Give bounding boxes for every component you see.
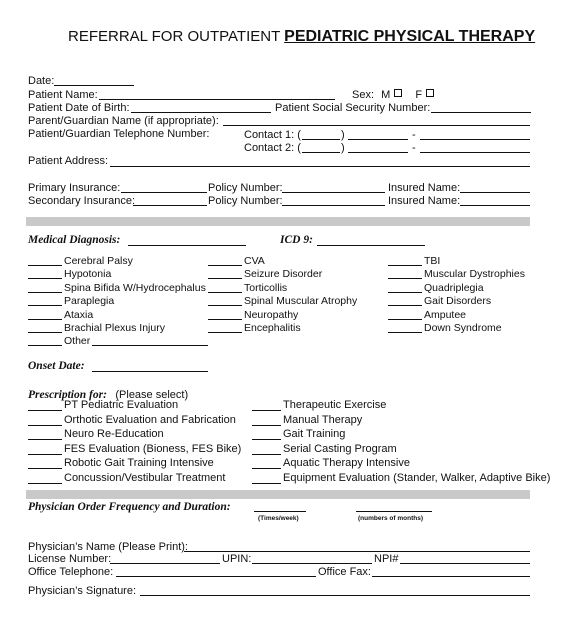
onset-date-label <box>28 360 85 372</box>
diagnosis-option: Other <box>64 335 91 348</box>
prescription-option: Neuro Re-Education <box>64 428 164 441</box>
secondary-insured-field[interactable] <box>460 205 530 206</box>
address-field[interactable] <box>110 166 530 167</box>
prescription-option: Serial Casting Program <box>283 442 397 455</box>
times-week-caption: (Times/week) <box>258 515 299 522</box>
diagnosis-check-line[interactable] <box>388 265 422 266</box>
diagnosis-option: Paraplegia <box>64 295 115 308</box>
address-label: Patient Address: <box>28 155 109 167</box>
patient-name-field[interactable] <box>99 99 335 100</box>
diagnosis-option: Cerebral Palsy <box>64 255 133 267</box>
office-fax-field[interactable] <box>372 576 530 577</box>
upin-field[interactable] <box>252 563 372 564</box>
diagnosis-check-line[interactable] <box>28 265 62 266</box>
secondary-policy-label: Policy Number: <box>208 195 283 207</box>
secondary-insurance-field[interactable] <box>133 205 207 206</box>
guardian-phone-label: Patient/Guardian Telephone Number: <box>28 128 210 140</box>
section-divider <box>26 217 530 226</box>
diagnosis-check-line[interactable] <box>388 332 422 333</box>
physician-name-field[interactable] <box>184 551 530 552</box>
months-caption: (numbers of months) <box>358 515 423 522</box>
contact2-area-field[interactable] <box>302 152 340 153</box>
office-phone-label: Office Telephone: <box>28 566 114 578</box>
upin-label: UPIN: <box>222 553 252 565</box>
frequency-text: Physician Order Frequency and Duration <box>28 501 227 513</box>
diagnosis-option: Hypotonia <box>64 268 112 281</box>
prescription-check-line[interactable] <box>252 454 281 455</box>
sex-label <box>352 89 434 102</box>
license-field[interactable] <box>110 563 220 564</box>
date-field[interactable] <box>54 85 134 86</box>
prescription-option: Concussion/Vestibular Treatment <box>64 472 226 484</box>
diagnosis-check-line[interactable] <box>28 305 62 306</box>
prescription-check-line[interactable] <box>252 410 281 411</box>
secondary-insurance-label: Secondary Insurance: <box>28 195 136 207</box>
prescription-check-line[interactable] <box>252 425 281 426</box>
sex-text: Sex: <box>352 89 375 101</box>
primary-policy-field[interactable] <box>282 192 385 193</box>
diagnosis-option: Spinal Muscular Atrophy <box>244 295 358 308</box>
ssn-field[interactable] <box>431 112 531 113</box>
diagnosis-check-line[interactable] <box>28 345 62 346</box>
prescription-check-line[interactable] <box>252 468 281 469</box>
diagnosis-option: Amputee <box>424 308 467 321</box>
prescription-check-line[interactable] <box>28 425 62 426</box>
medical-diagnosis-colon: : <box>116 234 121 246</box>
prescription-option: Orthotic Evaluation and Fabrication <box>64 413 236 426</box>
prescription-colon: : <box>103 389 107 401</box>
contact1-paren: ) <box>341 129 345 141</box>
prescription-check-line[interactable] <box>28 454 62 455</box>
dob-label: Patient Date of Birth: <box>28 102 130 114</box>
diagnosis-check-line[interactable] <box>208 278 242 279</box>
icd9-label <box>280 234 313 246</box>
title-main: PEDIATRIC PHYSICAL THERAPY <box>284 28 536 45</box>
times-per-week-field[interactable] <box>254 511 306 512</box>
contact2-prefix-field[interactable] <box>348 152 408 153</box>
primary-insurance-field[interactable] <box>121 192 207 193</box>
dob-field[interactable] <box>131 112 271 113</box>
contact1-number-field[interactable] <box>420 139 530 140</box>
npi-label: NPI# <box>374 553 399 565</box>
diagnosis-check-line[interactable] <box>28 332 62 333</box>
contact1-label: Contact 1: ( <box>244 129 301 141</box>
sex-m-label: M <box>381 89 391 101</box>
title-prefix: REFERRAL FOR OUTPATIENT <box>68 28 280 45</box>
diagnosis-option: TBI <box>424 255 441 267</box>
npi-field[interactable] <box>400 563 530 564</box>
prescription-option: Equipment Evaluation (Stander, Walker, Adaptive Bike) <box>283 472 551 484</box>
diagnosis-option: CVA <box>244 255 265 267</box>
contact1-dash: - <box>412 129 416 141</box>
diagnosis-check-line[interactable] <box>388 292 422 293</box>
diagnosis-option: Quadriplegia <box>424 281 484 294</box>
number-of-months-field[interactable] <box>356 511 432 512</box>
icd9-colon: : <box>309 234 313 246</box>
contact1-prefix-field[interactable] <box>348 139 408 140</box>
frequency-label <box>28 501 231 513</box>
prescription-option: Gait Training <box>283 428 346 441</box>
guardian-field[interactable] <box>223 125 530 126</box>
office-fax-label: Office Fax: <box>318 566 371 578</box>
form-title <box>68 28 535 46</box>
prescription-check-line[interactable] <box>28 483 62 484</box>
medical-diagnosis-text: Medical Diagnosis <box>28 234 117 246</box>
primary-policy-label: Policy Number: <box>208 182 283 194</box>
diagnosis-option: Gait Disorders <box>424 295 492 308</box>
medical-diagnosis-field[interactable] <box>128 245 246 246</box>
date-label: Date: <box>28 75 55 87</box>
sex-m-checkbox[interactable] <box>394 89 402 97</box>
prescription-text: Prescription for <box>28 389 104 401</box>
prescription-option: FES Evaluation (Bioness, FES Bike) <box>64 442 242 455</box>
onset-date-text: Onset Date <box>28 360 81 372</box>
ssn-label: Patient Social Security Number: <box>275 102 431 114</box>
diagnosis-check-line[interactable] <box>208 319 242 320</box>
diagnosis-check-line[interactable] <box>388 278 422 279</box>
guardian-label: Parent/Guardian Name (if appropriate): <box>28 115 219 127</box>
diagnosis-option: Brachial Plexus Injury <box>64 322 165 334</box>
diagnosis-option: Muscular Dystrophies <box>424 268 525 281</box>
signature-field[interactable] <box>140 595 530 596</box>
diagnosis-check-line[interactable] <box>28 319 62 320</box>
prescription-note: (Please select) <box>115 389 189 401</box>
contact2-paren: ) <box>341 142 345 154</box>
prescription-option: Aquatic Therapy Intensive <box>283 457 410 470</box>
contact1-area-field[interactable] <box>302 139 340 140</box>
primary-insured-label: Insured Name: <box>388 182 461 194</box>
diagnosis-option: Torticollis <box>244 281 288 294</box>
signature-label: Physician’s Signature: <box>28 585 137 597</box>
prescription-check-line[interactable] <box>28 468 62 469</box>
primary-insurance-label: Primary Insurance: <box>28 182 121 194</box>
primary-insured-field[interactable] <box>460 192 530 193</box>
diagnosis-check-line[interactable] <box>208 332 242 333</box>
prescription-option: Therapeutic Exercise <box>283 399 387 411</box>
onset-date-field[interactable] <box>92 371 208 372</box>
prescription-check-line[interactable] <box>252 483 281 484</box>
frequency-colon: : <box>226 501 231 513</box>
diagnosis-check-line[interactable] <box>28 292 62 293</box>
prescription-option: PT Pediatric Evaluation <box>64 399 179 411</box>
prescription-check-line[interactable] <box>28 410 62 411</box>
diagnosis-option: Ataxia <box>64 308 94 321</box>
section-divider-2 <box>26 490 530 499</box>
physician-name-label: Physician’s Name (Please Print): <box>28 541 188 553</box>
prescription-option: Manual Therapy <box>283 413 363 426</box>
diagnosis-check-line[interactable] <box>388 305 422 306</box>
office-phone-field[interactable] <box>116 576 316 577</box>
diagnosis-check-line[interactable] <box>208 292 242 293</box>
diagnosis-check-line[interactable] <box>208 265 242 266</box>
other-diagnosis-field[interactable] <box>92 345 208 346</box>
onset-date-colon: : <box>80 360 85 372</box>
diagnosis-check-line[interactable] <box>388 319 422 320</box>
sex-f-checkbox[interactable] <box>426 89 434 97</box>
patient-name-label: Patient Name: <box>28 89 98 101</box>
license-label: License Number: <box>28 553 112 565</box>
diagnosis-option: Seizure Disorder <box>244 268 323 281</box>
diagnosis-option: Neuropathy <box>244 308 299 321</box>
sex-f-label: F <box>415 89 423 101</box>
icd9-text: ICD 9 <box>280 234 310 246</box>
prescription-option: Robotic Gait Training Intensive <box>64 457 214 470</box>
diagnosis-check-line[interactable] <box>28 278 62 279</box>
diagnosis-option: Encephalitis <box>244 322 301 334</box>
diagnosis-option: Down Syndrome <box>424 322 502 334</box>
contact2-number-field[interactable] <box>420 152 530 153</box>
secondary-policy-field[interactable] <box>282 205 385 206</box>
diagnosis-check-line[interactable] <box>208 305 242 306</box>
diagnosis-option: Spina Bifida W/Hydrocephalus <box>64 281 206 294</box>
contact2-dash: - <box>412 142 416 154</box>
prescription-check-line[interactable] <box>28 439 62 440</box>
secondary-insured-label: Insured Name: <box>388 195 461 207</box>
icd9-field[interactable] <box>317 245 425 246</box>
prescription-check-line[interactable] <box>252 439 281 440</box>
contact2-label: Contact 2: ( <box>244 142 301 154</box>
medical-diagnosis-label <box>28 234 120 246</box>
